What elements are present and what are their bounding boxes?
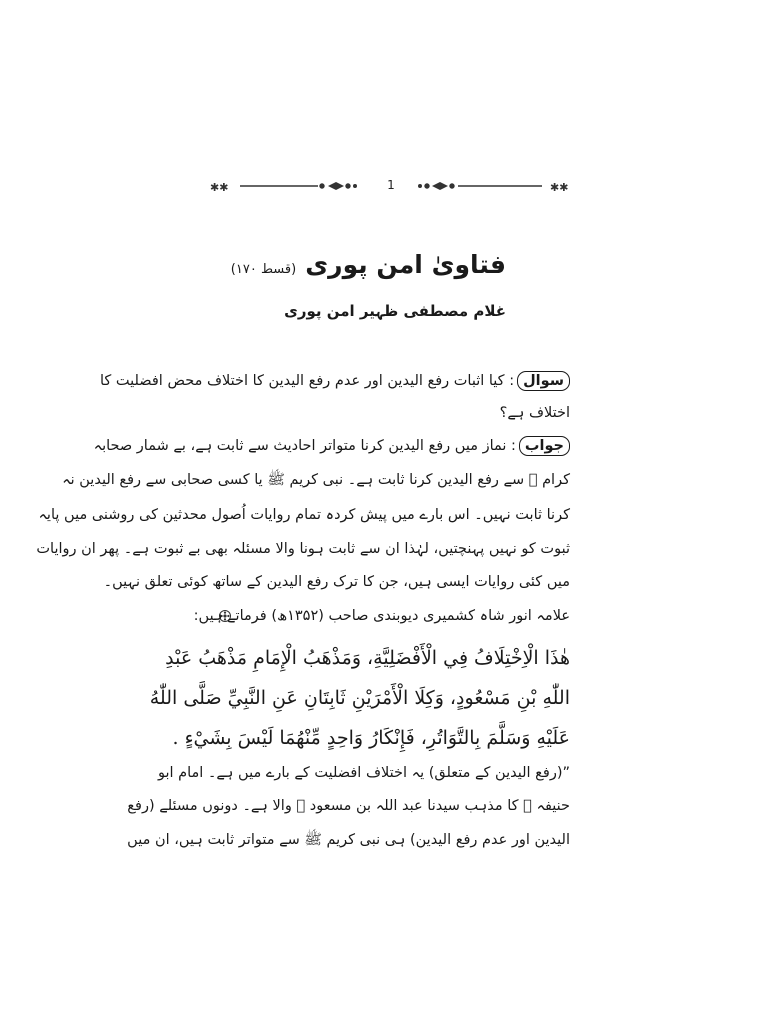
answer-text: : نماز میں رفع الیدین کرنا متواتر احادیث سے ثابت ہے، بے شمار صحابہ: [93, 438, 516, 454]
question-line: اختلاف ہے؟: [499, 405, 570, 421]
svg-text:✱✱: ✱✱: [550, 181, 569, 194]
page-number: 1: [387, 178, 395, 192]
question-text: : کیا اثبات رفع الیدین اور عدم رفع الیدین کا اختلاف محض افضلیت کا: [99, 373, 515, 389]
question-tag: سوال: [517, 371, 570, 391]
article-heading: [106, 250, 506, 279]
article-title: فتاویٰ امن پوری: [305, 250, 506, 279]
author-name: غلام مصطفی ظہیر امن پوری: [284, 302, 506, 320]
quote-intro: علامہ انور شاہ کشمیری دیوبندی صاحب (۱۳۵۲ھ) فرماتے ہیں:: [193, 608, 570, 624]
translation-line: ”(رفع الیدین کے متعلق) یہ اختلاف افضلیت کے بارے میں ہے۔ امام ابو: [157, 765, 570, 781]
answer-line: [93, 434, 570, 460]
svg-text:✱✱: ✱✱: [210, 181, 229, 194]
answer-line: کرنا ثابت نہیں۔ اس بارے میں پیش کردہ تمام روایات اُصول محدثین کی روشنی میں پایہ: [38, 507, 570, 523]
arabic-quote-line: اللّٰهِ بْنِ مَسْعُودٍ، وَكِلَا الْأَمْرَيْنِ ثَابِتَانِ عَنِ النَّبِيِّ صَلَّى اللّٰهُ: [149, 687, 570, 709]
translation-line: حنیفہ ﷫ کا مذہب سیدنا عبد اللہ بن مسعود ﷜ والا ہے۔ دونوں مسئلے (رفع: [127, 798, 570, 814]
question-line: [99, 369, 570, 395]
arabic-quote-line: عَلَيْهِ وَسَلَّمَ بِالتَّوَاتُرِ، فَإِنْكَارُ وَاحِدٍ مِّنْهُمَا لَيْسَ بِشَيْءٍ .: [172, 727, 570, 749]
answer-tag: جواب: [519, 436, 570, 456]
answer-line: کرام ﷢ سے رفع الیدین کرنا ثابت ہے۔ نبی کریم ﷺ یا کسی صحابی سے رفع الیدین نہ: [62, 472, 570, 488]
installment-label: (قسط ۱۷۰): [230, 262, 297, 277]
arabic-quote-line: هٰذَا الْاِخْتِلَافُ فِي الْأَفْضَلِيَّةِ، وَمَذْهَبُ الْإِمَامِ مَذْهَبُ عَبْدِ: [165, 647, 570, 669]
answer-line: میں کئی روایات ایسی ہیں، جن کا ترک رفع الیدین کے ساتھ کوئی تعلق نہیں۔: [103, 574, 570, 590]
answer-line: ثبوت کو نہیں پہنچتیں، لہٰذا ان سے ثابت ہونا والا مسئلہ بھی بے ثبوت ہے۔ پھر ان روایات: [36, 541, 570, 557]
translation-line: الیدین اور عدم رفع الیدین) ہی نبی کریم ﷺ سے متواتر ثابت ہیں، ان میں: [127, 832, 570, 848]
